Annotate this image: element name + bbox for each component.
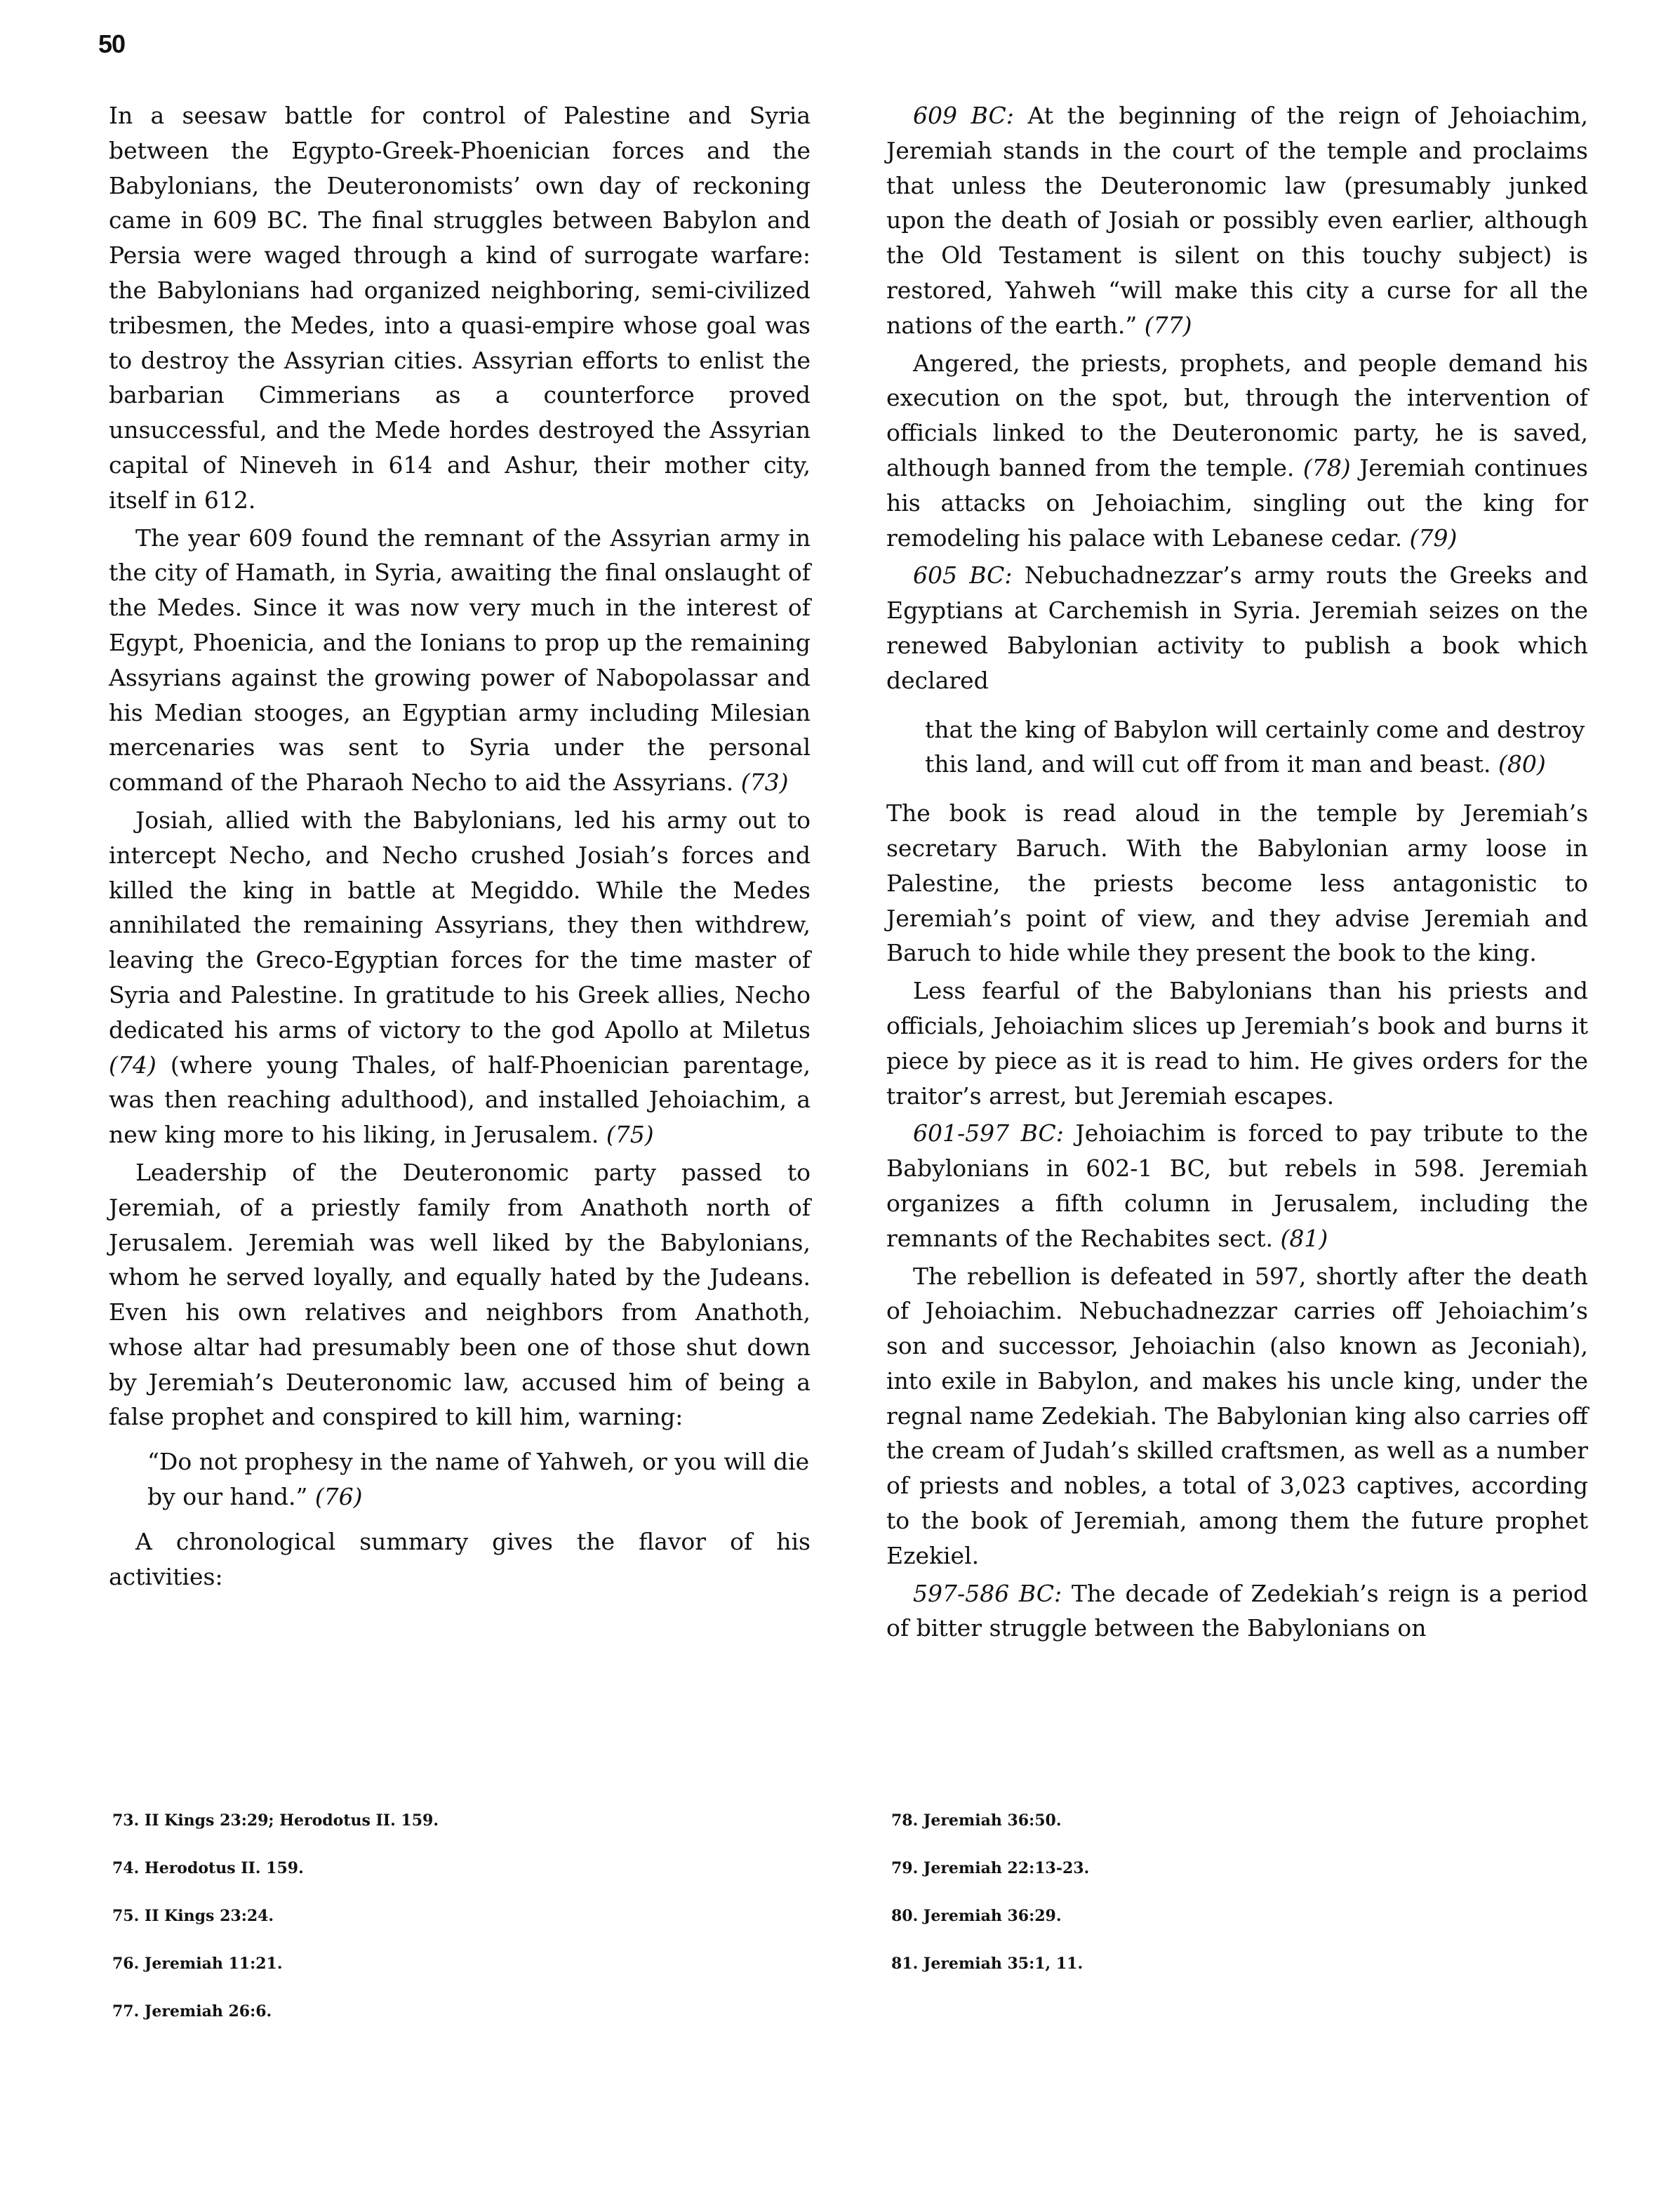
- paragraph-text: Jeremiah continues his attacks on Jehoiachim, singling out the king for remodeling his palace with Lebanese cedar.: [886, 453, 1588, 552]
- date-heading: 601-597 BC:: [913, 1119, 1064, 1147]
- quote-text: “Do not prophesy in the name of Yahweh, or you will die by our hand.”: [147, 1448, 810, 1511]
- paragraph: The book is read aloud in the temple by Jeremiah’s secretary Baruch. With the Babylonian army loose in Palestine, the priests become less antagonistic to Jeremiah’s point of view, and they advise Jeremiah and Baruch to hide while they present the book to the king.: [886, 799, 1588, 967]
- paragraph: Less fearful of the Babylonians than his priests and officials, Jehoiachim slices up Jeremiah’s book and burns it piece by piece as it is read to him. He gives orders for the traitor’s arrest, but Jeremiah escapes.: [886, 977, 1588, 1110]
- block-quote: [147, 1444, 811, 1515]
- paragraph-text: The year 609 found the remnant of the Assyrian army in the city of Hamath, in Syria, awaiting the final onslaught of the Medes. Since it was now very much in the interest of Egypt, Phoenicia, and the Ionians to prop up the remaining Assyrians against the growing power of Nabopolassar and his Median stooges, an Egyptian army including Milesian mercenaries was sent to Syria under the personal command of the Pharaoh Necho to aid the Assyrians.: [109, 524, 811, 797]
- citation: (81): [1280, 1224, 1328, 1252]
- paragraph-text: Nebuchadnezzar’s army routs the Greeks and Egyptians at Carchemish in Syria. Jeremiah seizes on the renewed Babylonian activity to publish a book which declared: [886, 561, 1588, 694]
- footnotes-right: [891, 1797, 1089, 1988]
- paragraph: A chronological summary gives the flavor of his activities:: [109, 1527, 811, 1590]
- paragraph: [886, 1116, 1588, 1256]
- date-heading: 609 BC:: [913, 102, 1014, 129]
- footnote: 80. Jeremiah 36:29.: [891, 1907, 1062, 1925]
- block-quote: [925, 712, 1588, 783]
- paragraph-text: At the beginning of the reign of Jehoiachim, Jeremiah stands in the court of the temple and proclaims that unless the Deuteronomic law (presumably junked upon the death of Josiah or possibly even earlier, although the Old Testament is silent on this touchy subject) is restored, Yahweh “will make this city a curse for all the nations of the earth.”: [886, 102, 1588, 339]
- paragraph: [886, 98, 1588, 343]
- paragraph: [886, 558, 1588, 698]
- paragraph-text: Josiah, allied with the Babylonians, led his army out to intercept Necho, and Necho crushed Josiah’s forces and killed the king in battle at Megiddo. While the Medes annihilated the remaining Assyrians, they then withdrew, leaving the Greco-Egyptian forces for the time master of Syria and Palestine. In gratitude to his Greek allies, Necho dedicated his arms of victory to the god Apollo at Miletus: [109, 806, 811, 1044]
- footnote: 74. Herodotus II. 159.: [112, 1859, 304, 1877]
- footnote: 73. II Kings 23:29; Herodotus II. 159.: [112, 1811, 439, 1830]
- paragraph: [886, 346, 1588, 556]
- paragraph: Leadership of the Deuteronomic party passed to Jeremiah, of a priestly family from Anathoth north of Jerusalem. Jeremiah was well liked by the Babylonians, whom he served loyally, and equally hated by the Judeans. Even his own relatives and neighbors from Anathoth, whose altar had presumably been one of those shut down by Jeremiah’s Deuteronomic law, accused him of being a false prophet and conspired to kill him, warning:: [109, 1158, 811, 1431]
- citation: (75): [606, 1121, 654, 1149]
- date-heading: 605 BC:: [913, 561, 1013, 590]
- citation: (80): [1498, 750, 1546, 778]
- left-column: [109, 98, 811, 1597]
- paragraph: The rebellion is defeated in 597, shortly after the death of Jehoiachim. Nebuchadnezzar carries off Jehoiachim’s son and successor, Jehoiachin (also known as Jeconiah), into exile in Babylon, and makes his uncle king, under the regnal name Zedekiah. The Babylonian king also carries off the cream of Judah’s skilled craftsmen, as well as a number of priests and nobles, a total of 3,023 captives, according to the book of Jeremiah, among them the future prophet Ezekiel.: [886, 1262, 1588, 1569]
- footnote: 79. Jeremiah 22:13-23.: [891, 1859, 1090, 1877]
- citation: (76): [314, 1483, 363, 1511]
- paragraph-text: The decade of Zedekiah’s reign is a period of bitter struggle between the Babylonians on: [886, 1579, 1588, 1642]
- footnote: 81. Jeremiah 35:1, 11.: [891, 1955, 1084, 1973]
- footnote: 77. Jeremiah 26:6.: [112, 2002, 272, 2021]
- footnotes-left: [112, 1797, 439, 2035]
- right-column: [886, 98, 1588, 1649]
- footnote: 76. Jeremiah 11:21.: [112, 1955, 283, 1973]
- paragraph: [886, 1576, 1588, 1646]
- paragraph-text: Angered, the priests, prophets, and people demand his execution on the spot, but, through the intervention of officials linked to the Deuteronomic party, he is saved, although banned from the temple.: [886, 349, 1588, 481]
- quote-text: that the king of Babylon will certainly come and destroy this land, and will cut off from it man and beast.: [925, 715, 1585, 778]
- page-number: 50: [98, 29, 126, 58]
- citation: (79): [1409, 524, 1458, 552]
- citation: (74): [109, 1051, 156, 1079]
- paragraph: In a seesaw battle for control of Palestine and Syria between the Egypto-Greek-Phoenician forces and the Babylonians, the Deuteronomists’ own day of reckoning came in 609 BC. The final struggles between Babylon and Persia were waged through a kind of surrogate warfare: the Babylonians had organized neighboring, semi-civilized tribesmen, the Medes, into a quasi-empire whose goal was to destroy the Assyrian cities. Assyrian efforts to enlist the barbarian Cimmerians as a counterforce proved unsuccessful, and the Mede hordes destroyed the Assyrian capital of Nineveh in 614 and Ashur, their mother city, itself in 612.: [109, 102, 811, 514]
- paragraph-text: Jehoiachim is forced to pay tribute to the Babylonians in 602-1 BC, but rebels in 598. Jeremiah organizes a fifth column in Jerusalem, including the remnants of the Rechabites sect.: [886, 1119, 1588, 1252]
- paragraph-text: (where young Thales, of half-Phoenician parentage, was then reaching adulthood), and installed Jehoiachim, a new king more to his liking, in Jerusalem.: [109, 1051, 811, 1149]
- paragraph: [109, 521, 811, 800]
- citation: (77): [1144, 311, 1192, 339]
- footnote: 75. II Kings 23:24.: [112, 1907, 274, 1925]
- citation: (73): [740, 768, 789, 797]
- paragraph: [109, 803, 811, 1152]
- citation: (78): [1302, 453, 1351, 481]
- footnote: 78. Jeremiah 36:50.: [891, 1811, 1062, 1830]
- date-heading: 597-586 BC:: [913, 1579, 1062, 1607]
